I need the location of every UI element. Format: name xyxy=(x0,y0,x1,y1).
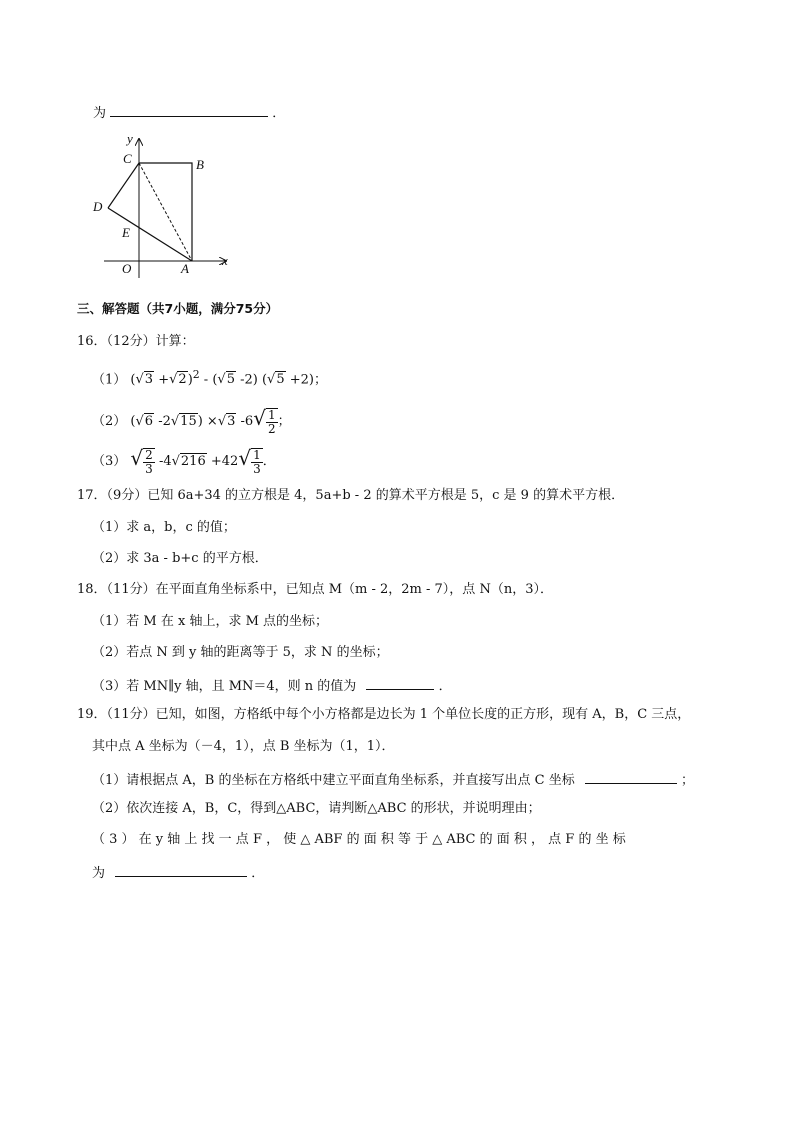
q18-stem: 18．（11分）在平面直角坐标系中，已知点 M（m - 2，2m - 7），点 N（n，3）． xyxy=(77,582,553,597)
q16-part3: （3） √ $\frac{2}{3}$ -4√216 +42√ $\frac{1}{3}$ ． xyxy=(92,446,276,476)
label-a: A xyxy=(181,261,189,276)
q19-part3: （ 3 ） 在 y 轴 上 找 一 点 F ， 使 △ ABF 的 面 积 等 于 △ ABC 的 面 积 ， 点 F 的 坐 标 xyxy=(92,832,626,847)
label-b: B xyxy=(196,157,204,172)
label-y: y xyxy=(127,131,133,146)
q19-part1: （1）请根据点 A，B 的坐标在方格纸中建立平面直角坐标系，并直接写出点 C 坐标 ； xyxy=(92,769,694,790)
geometry-figure xyxy=(90,128,240,278)
q18-part2: （2）若点 N 到 y 轴的距离等于 5，求 N 的坐标； xyxy=(92,645,389,660)
q19-stem2: 其中点 A 坐标为（－4，1），点 B 坐标为（1，1）． xyxy=(92,739,395,754)
segment-da xyxy=(108,208,192,261)
label-o: O xyxy=(122,261,132,276)
section-title: 三、解答题（共7小题，满分75分） xyxy=(77,301,279,316)
segment-ca-dashed xyxy=(139,163,192,261)
answer-line-prev xyxy=(93,102,285,123)
q17-stem: 17．（9分）已知 6a+34 的立方根是 4，5a+b - 2 的算术平方根是 5，c 是 9 的算术平方根． xyxy=(77,488,625,503)
q18-part3: （3）若 MN∥y 轴，且 MN＝4，则 n 的值为 ． xyxy=(92,675,452,696)
label-c: C xyxy=(123,151,132,166)
q19-part2: （2）依次连接 A，B，C，得到△ABC，请判断△ABC 的形状，并说明理由； xyxy=(92,801,541,816)
label-e: E xyxy=(122,225,130,240)
q19-f-answer-blank[interactable] xyxy=(115,862,247,877)
label-wei: 为 xyxy=(93,106,107,121)
answer-blank[interactable] xyxy=(110,102,268,117)
q17-part2: （2）求 3a - b+c 的平方根． xyxy=(92,551,268,566)
q17-part1: （1）求 a，b，c 的值； xyxy=(92,520,236,535)
label-d: D xyxy=(93,199,103,214)
period: ． xyxy=(272,106,286,121)
q16-stem: 16．（12分）计算： xyxy=(77,334,195,349)
q16-part2: （2） (√6 -2√15) ×√3 -6√ $\frac{1}{2}$ ； xyxy=(92,406,291,436)
q18-part1: （1）若 M 在 x 轴上，求 M 点的坐标； xyxy=(92,614,329,629)
segment-cd xyxy=(108,163,139,208)
label-x: x xyxy=(222,253,228,268)
q19-c-answer-blank[interactable] xyxy=(585,769,677,784)
q18-answer-blank[interactable] xyxy=(366,675,434,690)
q19-part3-answer: 为 ． xyxy=(92,862,264,883)
q16-part1: （1） $(√3 +√2)^2 - (√5$ -2) (√5 +2)； xyxy=(92,368,327,388)
q19-stem: 19．（11分）已知，如图，方格纸中每个小方格都是边长为 1 个单位长度的正方形，现有 A，B，C 三点， xyxy=(77,707,691,722)
